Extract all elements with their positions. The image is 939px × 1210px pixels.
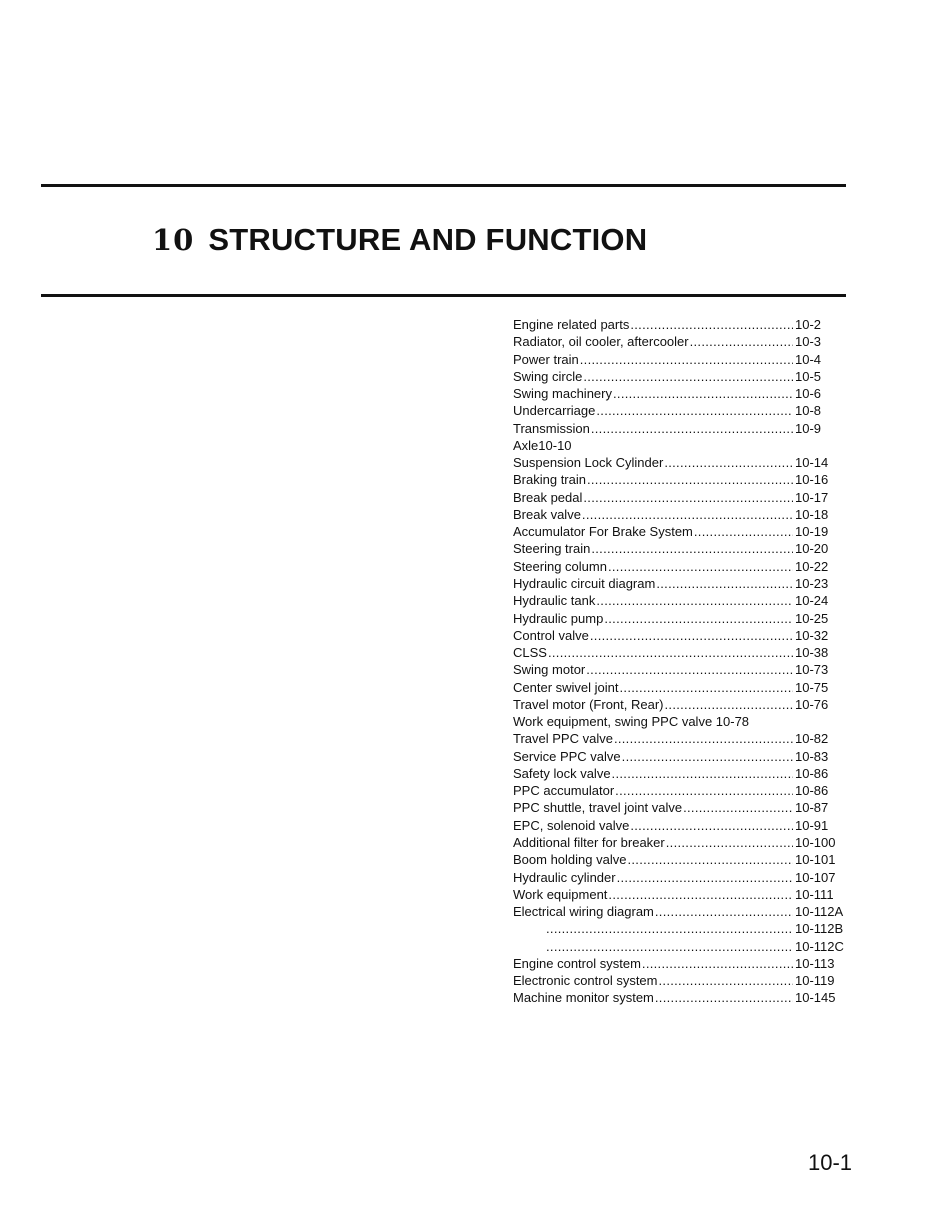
dot-leader	[613, 730, 793, 747]
dot-leader	[545, 920, 793, 937]
toc-entry-title	[513, 938, 545, 955]
toc-entry[interactable]	[513, 575, 853, 592]
toc-entry-title: Hydraulic tank	[513, 593, 596, 609]
toc-entry-title: PPC accumulator	[513, 783, 615, 799]
dot-leader	[607, 886, 793, 903]
toc-entry-page: 10-73	[795, 662, 829, 678]
toc-entry-title: Break valve	[513, 506, 581, 522]
toc-entry[interactable]	[513, 506, 853, 523]
dot-leader	[621, 748, 793, 765]
toc-entry[interactable]	[513, 817, 853, 834]
toc-entry[interactable]	[513, 886, 853, 903]
chapter-number: 10	[152, 223, 195, 257]
toc-entry-page: 10-75	[795, 679, 829, 695]
toc-entry[interactable]	[513, 765, 853, 782]
toc-entry-title: Swing circle	[513, 368, 583, 384]
table-of-contents	[513, 316, 853, 1007]
toc-entry-page: 10-112C	[795, 938, 844, 954]
dot-leader	[665, 834, 793, 851]
toc-entry[interactable]	[513, 610, 853, 627]
toc-entry[interactable]	[513, 782, 853, 799]
toc-entry[interactable]	[513, 385, 853, 402]
toc-entry-title: Accumulator For Brake System	[513, 524, 693, 540]
dot-leader	[629, 817, 793, 834]
toc-entry[interactable]	[513, 489, 853, 506]
toc-entry-page: 10-113	[795, 955, 835, 971]
toc-entry[interactable]	[513, 558, 853, 575]
toc-entry[interactable]	[513, 713, 853, 730]
dot-leader	[658, 972, 794, 989]
toc-entry-page: 10-112B	[795, 921, 844, 937]
toc-entry-title: Break pedal	[513, 489, 583, 505]
toc-entry-page: 10-18	[795, 506, 829, 522]
toc-entry-page: 10-2	[795, 317, 822, 332]
toc-entry-page: 10-4	[795, 351, 822, 367]
toc-entry-page: 10-22	[795, 558, 829, 574]
toc-entry-page: 10-86	[795, 783, 829, 799]
toc-entry-title: Safety lock valve	[513, 765, 611, 781]
toc-entry-title: Work equipment, swing PPC valve 10-78	[513, 714, 750, 730]
dot-leader	[582, 489, 793, 506]
toc-entry-page: 10-23	[795, 575, 829, 591]
dot-leader	[586, 471, 793, 488]
toc-entry-page: 10-38	[795, 645, 829, 661]
toc-entry-title: Service PPC valve	[513, 748, 621, 764]
dot-leader	[590, 420, 793, 437]
toc-entry-title: Engine control system	[513, 955, 641, 971]
toc-entry-page: 10-6	[795, 386, 822, 402]
toc-entry-title: Additional filter for breaker	[513, 834, 665, 850]
dot-leader	[654, 903, 793, 920]
dot-leader	[616, 869, 793, 886]
toc-entry[interactable]	[513, 989, 853, 1006]
dot-leader	[641, 955, 793, 972]
dot-leader	[585, 661, 793, 678]
dot-leader	[619, 679, 794, 696]
dot-leader	[629, 316, 793, 333]
toc-entry[interactable]	[513, 834, 853, 851]
toc-entry-title: Power train	[513, 351, 579, 367]
toc-entry-title: Undercarriage	[513, 403, 596, 419]
toc-entry[interactable]	[513, 661, 853, 678]
toc-entry-page: 10-112A	[795, 904, 844, 920]
dot-leader	[611, 765, 793, 782]
toc-entry-title: Control valve	[513, 627, 589, 643]
dot-leader	[664, 696, 794, 713]
toc-entry-page: 10-76	[795, 696, 829, 712]
toc-entry-title: Suspension Lock Cylinder	[513, 455, 664, 471]
toc-entry-title: Machine monitor system	[513, 990, 654, 1006]
dot-leader	[626, 851, 793, 868]
dot-leader	[547, 644, 793, 661]
dot-leader	[689, 333, 793, 350]
toc-entry-page: 10-20	[795, 541, 829, 557]
toc-entry-page: 10-25	[795, 610, 829, 626]
dot-leader	[579, 351, 793, 368]
dot-leader	[545, 938, 793, 955]
toc-entry-title: Work equipment	[513, 886, 608, 902]
toc-entry-title: Engine related parts	[513, 317, 630, 332]
toc-entry-title: Travel PPC valve	[513, 731, 613, 747]
dot-leader	[682, 799, 793, 816]
toc-entry-page: 10-32	[795, 627, 829, 643]
top-rule	[41, 184, 846, 187]
toc-entry-title: Swing motor	[513, 662, 586, 678]
toc-entry-title: Swing machinery	[513, 386, 612, 402]
dot-leader	[612, 385, 793, 402]
toc-entry-title: PPC shuttle, travel joint valve	[513, 800, 683, 816]
dot-leader	[693, 523, 793, 540]
toc-entry-page: 10-19	[795, 524, 829, 540]
toc-entry[interactable]	[513, 368, 853, 385]
dot-leader	[582, 368, 793, 385]
toc-entry[interactable]	[513, 730, 853, 747]
dot-leader	[590, 540, 793, 557]
toc-entry-title: Electrical wiring diagram	[513, 904, 654, 920]
toc-entry-title: Steering column	[513, 558, 607, 574]
dot-leader	[589, 627, 793, 644]
toc-entry-title: EPC, solenoid valve	[513, 817, 630, 833]
toc-entry[interactable]	[513, 903, 853, 920]
toc-entry-title: Hydraulic pump	[513, 610, 604, 626]
toc-entry-page: 10-111	[795, 886, 834, 902]
toc-entry-title: Hydraulic circuit diagram	[513, 575, 656, 591]
toc-entry-page: 10-8	[795, 403, 822, 419]
toc-entry-page: 10-119	[795, 973, 835, 989]
toc-entry-title: Boom holding valve	[513, 852, 627, 868]
toc-entry-title: Center swivel joint	[513, 679, 619, 695]
toc-entry-page: 10-100	[795, 834, 836, 850]
toc-entry[interactable]	[513, 454, 853, 471]
toc-entry-page: 10-91	[795, 817, 829, 833]
toc-entry-title: Transmission	[513, 420, 590, 436]
toc-entry-page: 10-14	[795, 455, 829, 471]
toc-entry[interactable]	[513, 696, 853, 713]
dot-leader	[607, 558, 793, 575]
toc-entry[interactable]	[513, 955, 853, 972]
dot-leader	[595, 592, 793, 609]
toc-entry-page: 10-5	[795, 368, 822, 384]
toc-entry-page: 10-87	[795, 800, 829, 816]
toc-entry-title: Axle10-10	[513, 437, 572, 453]
chapter-heading	[152, 222, 647, 258]
toc-entry-page: 10-107	[795, 869, 836, 885]
toc-entry-page: 10-17	[795, 489, 829, 505]
dot-leader	[654, 989, 793, 1006]
dot-leader	[595, 402, 793, 419]
toc-entry[interactable]	[513, 420, 853, 437]
toc-entry-title: Travel motor (Front, Rear)	[513, 696, 664, 712]
toc-entry[interactable]	[513, 316, 853, 333]
toc-entry[interactable]	[513, 540, 853, 557]
toc-entry[interactable]	[513, 851, 853, 868]
toc-entry-page: 10-3	[795, 334, 822, 350]
toc-entry-page: 10-24	[795, 593, 829, 609]
dot-leader	[614, 782, 793, 799]
toc-entry[interactable]	[513, 799, 853, 816]
dot-leader	[663, 454, 793, 471]
toc-entry-title: Hydraulic cylinder	[513, 869, 616, 885]
toc-entry-page: 10-101	[795, 852, 836, 868]
toc-entry[interactable]	[513, 627, 853, 644]
toc-entry-page: 10-82	[795, 731, 829, 747]
toc-entry[interactable]	[513, 523, 853, 540]
toc-entry-page: 10-16	[795, 472, 829, 488]
toc-entry-title: Braking train	[513, 472, 586, 488]
dot-leader	[655, 575, 793, 592]
toc-entry[interactable]	[513, 333, 853, 350]
toc-entry-title: CLSS	[513, 645, 547, 661]
toc-entry[interactable]	[513, 437, 853, 454]
toc-entry[interactable]	[513, 592, 853, 609]
chapter-title: STRUCTURE AND FUNCTION	[208, 222, 648, 257]
toc-entry-title: Radiator, oil cooler, aftercooler	[513, 334, 689, 350]
toc-entry-title	[513, 920, 545, 937]
toc-entry-page: 10-83	[795, 748, 829, 764]
toc-entry[interactable]	[513, 679, 853, 696]
toc-entry[interactable]	[513, 644, 853, 661]
bottom-rule	[41, 294, 846, 297]
toc-entry[interactable]	[513, 920, 853, 937]
toc-entry[interactable]	[513, 351, 853, 368]
toc-entry[interactable]	[513, 869, 853, 886]
dot-leader	[581, 506, 793, 523]
toc-entry[interactable]	[513, 402, 853, 419]
toc-entry-title: Electronic control system	[513, 973, 658, 989]
toc-entry[interactable]	[513, 938, 853, 955]
toc-entry[interactable]	[513, 972, 853, 989]
toc-entry-page: 10-86	[795, 765, 829, 781]
toc-entry-title: Steering train	[513, 541, 591, 557]
toc-entry[interactable]	[513, 748, 853, 765]
dot-leader	[603, 610, 793, 627]
toc-entry-page: 10-145	[795, 990, 836, 1006]
toc-entry-page: 10-9	[795, 420, 822, 436]
toc-entry[interactable]	[513, 471, 853, 488]
page-number: 10-1	[808, 1150, 853, 1175]
